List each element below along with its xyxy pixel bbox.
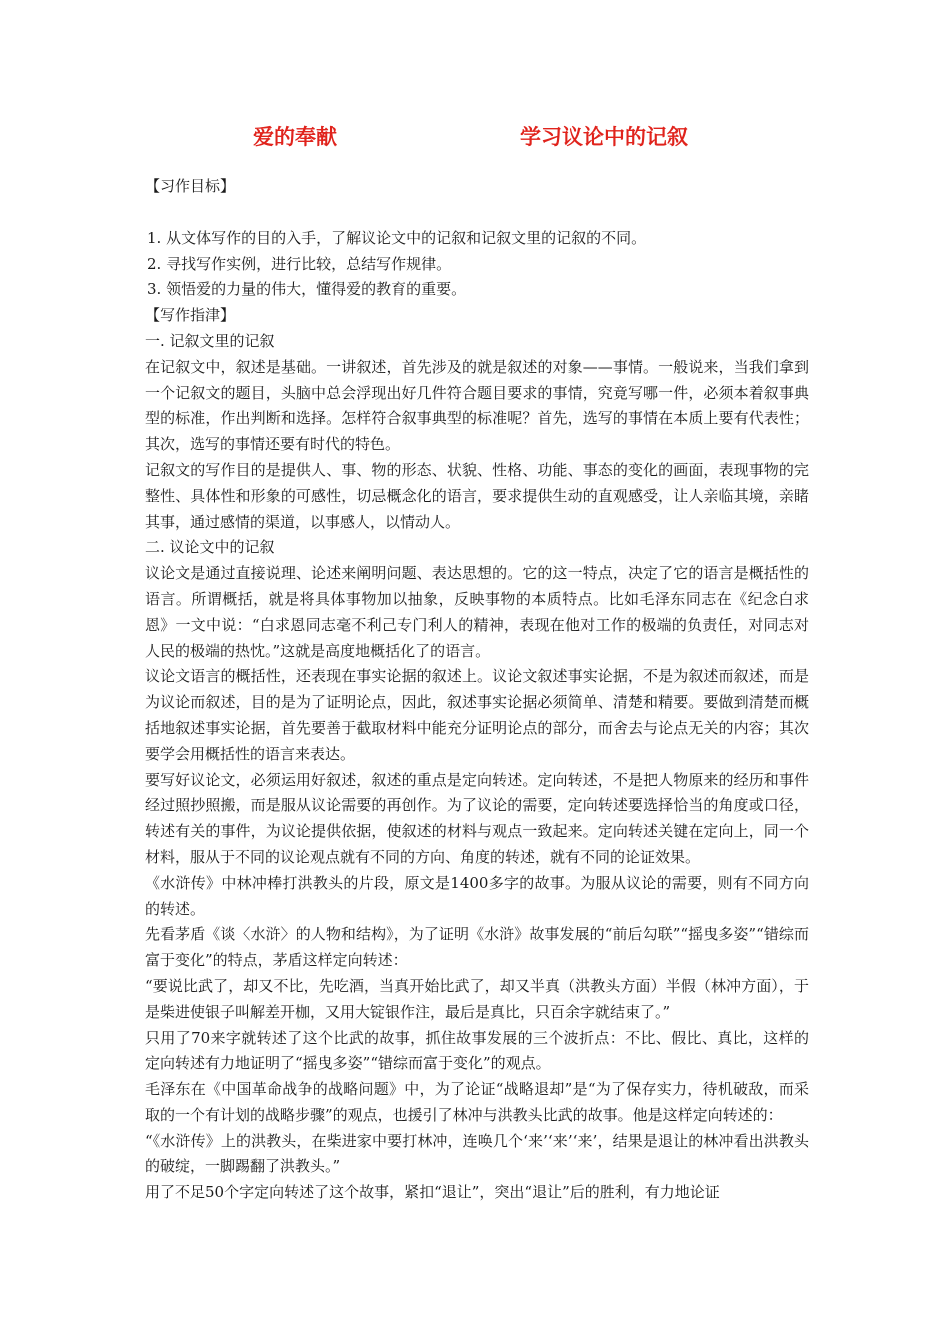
paragraph: 要写好议论文，必须运用好叙述，叙述的重点是定向转述。定向转述，不是把人物原来的经历和事件经过照抄照搬，而是服从议论需要的再创作。为了议论的需要，定向转述要选择恰当的角度或口径，转述有关的事件，为议论提供依据，使叙述的材料与观点一致起来。定向转述关键在定向上，同一个材料，服从于不同的议论观点就有不同的方向、角度的转述，就有不同的论证效果。 bbox=[145, 770, 809, 866]
quote-paragraph: “《水浒传》上的洪教头，在柴进家中要打林冲，连唤几个‘来’‘来’‘来’，结果是退让的林冲看出洪教头的破绽，一脚踢翻了洪教头。” bbox=[145, 1131, 809, 1176]
paragraph: 先看茅盾《谈〈水浒〉的人物和结构》，为了证明《水浒》故事发展的“前后勾联”“摇曳多姿”“错综而富于变化”的特点，茅盾这样定向转述： bbox=[145, 925, 809, 970]
goal-item: 3. 领悟爱的力量的伟大，懂得爱的教育的重要。 bbox=[147, 280, 467, 299]
document-body bbox=[145, 174, 809, 1206]
paragraph: 在记叙文中，叙述是基础。一讲叙述，首先涉及的就是叙述的对象——事情。一般说来，当我们拿到一个记叙文的题目，头脑中总会浮现出好几件符合题目要求的事情，究竟写哪一件，必须本着叙事典型的标准，作出判断和选择。怎样符合叙事典型的标准呢？首先，选写的事情在本质上要有代表性；其次，选写的事情还要有时代的特色。 bbox=[145, 357, 809, 454]
paragraph: 议论文是通过直接说理、论述来阐明问题、表达思想的。它的这一特点，决定了它的语言是概括性的语言。所谓概括，就是将具体事物加以抽象，反映事物的本质特点。比如毛泽东同志在《纪念白求恩》一文中说：“白求恩同志毫不利己专门利人的精神，表现在他对工作的极端的负责任，对同志对人民的极端的热忱。”这就是高度地概括化了的语言。 bbox=[145, 564, 809, 660]
goal-item: 2. 寻找写作实例，进行比较，总结写作规律。 bbox=[147, 254, 452, 273]
paragraph: 议论文语言的概括性，还表现在事实论据的叙述上。议论文叙述事实论据，不是为叙述而叙述，而是为议论而叙述，目的是为了证明论点，因此，叙述事实论据必须简单、清楚和精要。要做到清楚而概括地叙述事实论据，首先要善于截取材料中能充分证明论点的部分，而舍去与论点无关的内容；其次要学会用概括性的语言来表达。 bbox=[145, 667, 809, 763]
paragraph: 毛泽东在《中国革命战争的战略问题》中，为了论证“战略退却”是“为了保存实力，待机破敌，而采取的一个有计划的战略步骤”的观点，也援引了林冲与洪教头比武的故事。他是这样定向转述的： bbox=[145, 1080, 809, 1124]
paragraph: 记叙文的写作目的是提供人、事、物的形态、状貌、性格、功能、事态的变化的画面，表现事物的完整性、具体性和形象的可感性，切忌概念化的语言，要求提供生动的直观感受，让人亲临其境，亲睹其事，通过感情的渠道，以事感人，以情动人。 bbox=[145, 460, 809, 531]
goal-item: 1. 从文体写作的目的入手，了解议论文中的记叙和记叙文里的记叙的不同。 bbox=[147, 228, 647, 247]
document-title bbox=[0, 122, 950, 152]
section-heading: 一. 记叙文里的记叙 bbox=[145, 331, 275, 350]
title-right: 学习议论中的记叙 bbox=[520, 124, 688, 149]
guide-heading: 【写作指津】 bbox=[145, 306, 236, 325]
section-heading: 二. 议论文中的记叙 bbox=[145, 538, 275, 557]
paragraph: 只用了70来字就转述了这个比武的故事，抓住故事发展的三个波折点：不比、假比、真比，这样的定向转述有力地证明了“摇曳多姿”“错综而富于变化”的观点。 bbox=[145, 1028, 809, 1073]
spacer bbox=[145, 200, 809, 226]
quote-paragraph: “要说比武了，却又不比，先吃酒，当真开始比武了，却又半真（洪教头方面）半假（林冲方面），于是柴进使银子叫解差开枷，又用大锭银作注，最后是真比，只百余字就结束了。” bbox=[145, 976, 809, 1021]
paragraph: 《水浒传》中林冲棒打洪教头的片段，原文是1400多字的故事。为服从议论的需要，则有不同方向的转述。 bbox=[145, 873, 809, 918]
goals-heading: 【习作目标】 bbox=[145, 177, 236, 195]
paragraph: 用了不足50个字定向转述了这个故事，紧扣“退让”，突出“退让”后的胜利，有力地论证 bbox=[145, 1183, 720, 1202]
title-left: 爱的奉献 bbox=[253, 124, 337, 149]
